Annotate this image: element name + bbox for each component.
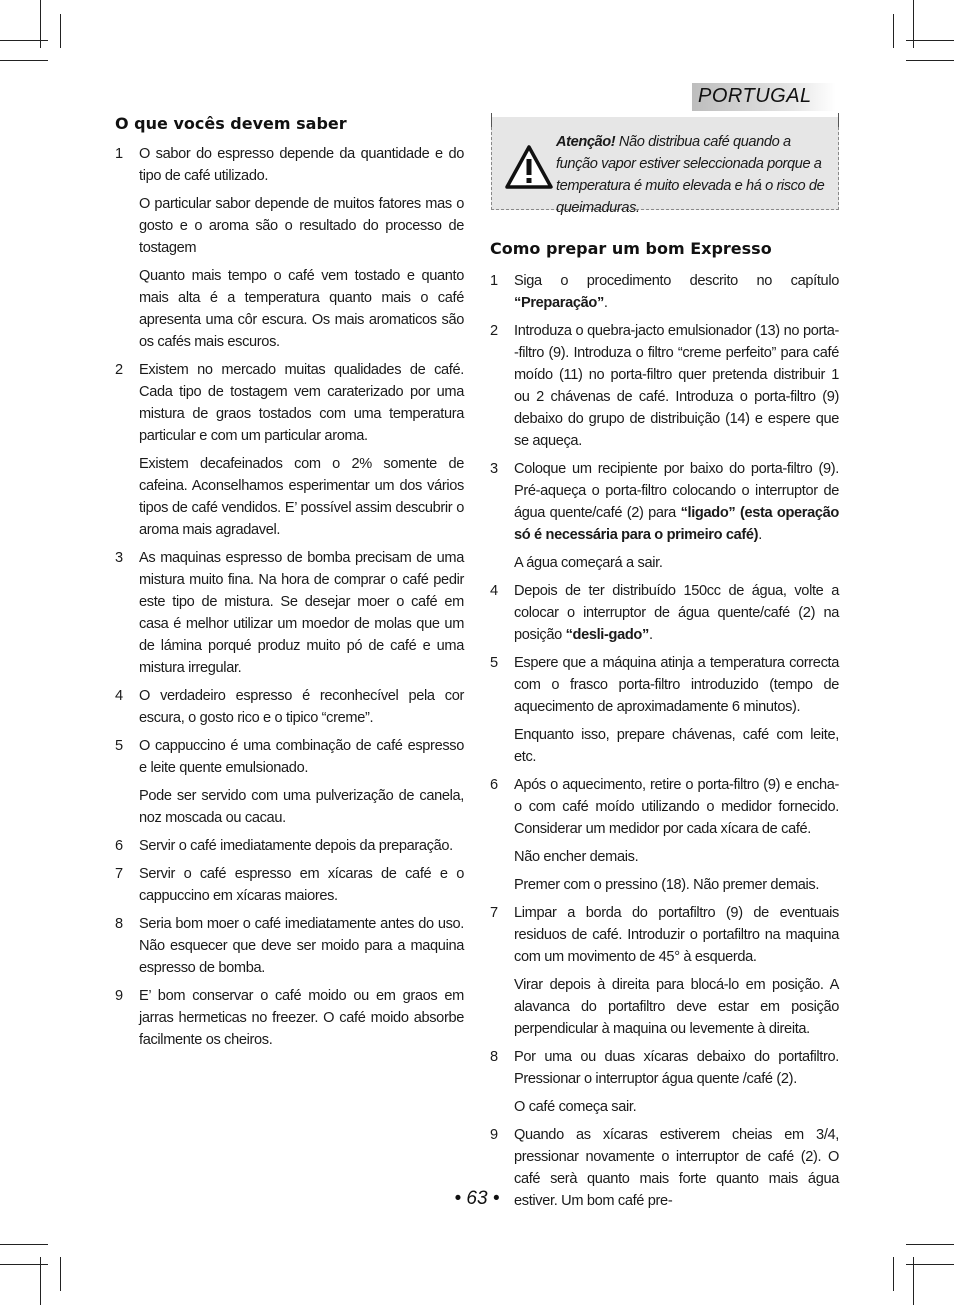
list-item xyxy=(490,902,839,1040)
item-number: 7 xyxy=(115,866,123,882)
text-run-bold: “desli-gado” xyxy=(565,627,649,643)
item-number: 6 xyxy=(490,777,498,793)
list-item xyxy=(490,270,839,314)
item-number: 3 xyxy=(490,461,498,477)
item-text: Após o aquecimento, retire o porta-filtro (9) e encha-o com café moído utilizando o medidor fornecido. Considerar um medidor por cada xícara de café. xyxy=(514,777,839,837)
item-text xyxy=(514,458,839,546)
crop-mark xyxy=(906,1244,954,1245)
item-number: 2 xyxy=(490,323,498,339)
item-text: Por uma ou duas xícaras debaixo do portafiltro. Pressionar o interruptor água quente /café (2). xyxy=(514,1049,839,1087)
item-text: O sabor do espresso depende da quantidade e do tipo de café utilizado. xyxy=(139,146,464,184)
item-number: 5 xyxy=(115,738,123,754)
item-number: 7 xyxy=(490,905,498,921)
list-item xyxy=(115,359,464,541)
crop-mark xyxy=(0,1244,48,1245)
list-item xyxy=(115,835,464,857)
text-run: . xyxy=(758,527,762,543)
item-number: 5 xyxy=(490,655,498,671)
text-run: . xyxy=(603,295,608,311)
item-number: 2 xyxy=(115,362,123,378)
item-number: 1 xyxy=(115,146,123,162)
item-text xyxy=(514,270,839,314)
item-text: Seria bom moer o café imediatamente antes do uso. Não esquecer que deve ser moido para a maquina espresso de bomba. xyxy=(139,916,464,976)
item-subtext: Existem decafeinados com o 2% somente de cafeina. Aconselhamos esperimentar um dos vários tipos de café vendidos. E’ possível assim descubrir o aroma mais agradavel. xyxy=(139,456,464,538)
item-number: 4 xyxy=(115,688,123,704)
item-text: Espere que a máquina atinja a temperatura correcta com o frasco porta-filtro introduzido (tempo de aquecimento de aproximadamente 6 minutos). xyxy=(514,655,839,715)
text-run-bold: “ligado” (esta operação só é necessária para o primeiro café) xyxy=(514,505,839,543)
item-text: Limpar a borda do portafiltro (9) de eventuais residuos de café. Introduzir o portafiltro na maquina com um movimento de 45° à esquerda. xyxy=(514,905,839,965)
list-item xyxy=(490,652,839,768)
crop-mark xyxy=(60,14,61,48)
warning-triangle-icon xyxy=(505,144,553,190)
warning-text xyxy=(556,131,831,219)
item-text: Servir o café imediatamente depois da preparação. xyxy=(139,838,453,854)
country-tab xyxy=(692,83,836,111)
box-corner xyxy=(838,113,839,127)
item-number: 9 xyxy=(115,988,123,1004)
item-text: Quando as xícaras estiverem cheias em 3/4, pressionar novamente o interruptor de café (2). O café serà quanto mais forte quanto mais água estiver. Um bom café pre- xyxy=(514,1127,839,1209)
crop-mark xyxy=(60,1257,61,1291)
item-subtext: O café começa sair. xyxy=(514,1099,637,1115)
text-run: Siga o procedimento descrito no capítulo xyxy=(514,273,839,289)
item-number: 3 xyxy=(115,550,123,566)
item-text: Existem no mercado muitas qualidades de café. Cada tipo de tostagem vem caraterizado por uma mistura de graos tostados com uma temperatura particular e com um particular aroma. xyxy=(139,362,464,444)
box-corner xyxy=(491,113,492,127)
item-number: 9 xyxy=(490,1127,498,1143)
list-item xyxy=(490,320,839,452)
list-item xyxy=(115,985,464,1051)
crop-mark xyxy=(906,1264,954,1265)
item-subtext: O particular sabor depende de muitos fatores mas o gosto e o aroma são o resultado do processo de tostagem xyxy=(139,196,464,256)
warning-body: Não distribua café quando a função vapor estiver seleccionada porque a temperatura é muito elevada e há o risco de queimaduras. xyxy=(556,134,825,216)
crop-mark xyxy=(906,40,954,41)
text-run: Coloque um recipiente por baixo do porta-filtro (9). Pré-aqueça o porta-filtro colocando o interruptor de água quente/café (2) para xyxy=(514,461,839,521)
item-text: O verdadeiro espresso é reconhecível pela cor escura, o gosto rico e o tipico “creme”. xyxy=(139,688,464,726)
list-item xyxy=(490,774,839,896)
text-run: Depois de ter distribuído 150cc de água, volte a colocar o interruptor de água quente/café (2) na posição xyxy=(514,583,839,643)
item-subtext: Pode ser servido com uma pulverização de canela, noz moscada ou cacau. xyxy=(139,788,464,826)
item-text: Servir o café espresso em xícaras de café e o cappuccino em xícaras maiores. xyxy=(139,866,464,904)
list-item xyxy=(115,735,464,829)
text-run: . xyxy=(648,627,653,643)
item-text xyxy=(514,580,839,646)
text-run-bold: “Preparação” xyxy=(514,295,604,311)
list-item xyxy=(490,1046,839,1118)
item-number: 4 xyxy=(490,583,498,599)
list-item xyxy=(115,547,464,679)
list-item xyxy=(115,863,464,907)
crop-mark xyxy=(0,60,48,61)
item-subtext: Enquanto isso, prepare chávenas, café com leite, etc. xyxy=(514,727,839,765)
list-item xyxy=(490,458,839,574)
item-number: 8 xyxy=(490,1049,498,1065)
warning-label: Atenção! xyxy=(556,134,616,150)
country-label: PORTUGAL xyxy=(698,85,812,107)
crop-mark xyxy=(893,1257,894,1291)
item-number: 8 xyxy=(115,916,123,932)
item-subtext: Premer com o pressino (18). Não premer demais. xyxy=(514,877,820,893)
crop-mark xyxy=(0,40,48,41)
section-heading-good-espresso: Como prepar um bom Expresso xyxy=(490,239,772,258)
list-item xyxy=(115,913,464,979)
knowledge-list xyxy=(115,143,464,1051)
list-item xyxy=(115,685,464,729)
item-text: E’ bom conservar o café moido ou em graos em jarras hermeticas no freezer. O café moido absorbe facilmente os cheiros. xyxy=(139,988,464,1048)
item-text: As maquinas espresso de bomba precisam de uma mistura muito fina. Na hora de comprar o café pedir este tipo de mistura. Se desejar moer o café em casa é melhor utilizar um moedor de molas que um de lámina porqué produz muito pó de café e uma mistura irregular. xyxy=(139,550,464,676)
item-subtext: Virar depois à direita para blocá-lo em posição. A alavanca do portafiltro deve estar em posição perpendicular à maquina ou levemente à direita. xyxy=(514,977,839,1037)
item-number: 1 xyxy=(490,273,498,289)
item-number: 6 xyxy=(115,838,123,854)
item-subtext: A água começará a sair. xyxy=(514,555,663,571)
list-item xyxy=(115,143,464,353)
item-text: Introduza o quebra-jacto emulsionador (13) no porta--filtro (9). Introduza o filtro “creme perfeito” para café moído (11) no porta-filtro quer pretenda distribuir 1 ou 2 chávenas de café. Introduza o porta-filtro (9) debaixo do grupo de distribuição (14) e espere que se aqueça. xyxy=(514,323,839,449)
item-subtext: Não encher demais. xyxy=(514,849,639,865)
warning-box xyxy=(491,117,839,216)
crop-mark xyxy=(893,14,894,48)
page-number: • 63 • xyxy=(454,1188,500,1209)
item-subtext: Quanto mais tempo o café vem tostado e quanto mais alta é a temperatura quanto mais o café apresenta uma côr escura. Os mais aromaticos são os cafés mais escuros. xyxy=(139,268,464,350)
right-column xyxy=(490,238,839,1212)
section-heading-what-to-know: O que vocês devem saber xyxy=(115,114,347,133)
item-text: O cappuccino é uma combinação de café espresso e leite quente emulsionado. xyxy=(139,738,464,776)
crop-mark xyxy=(906,60,954,61)
left-column xyxy=(115,113,464,1051)
crop-mark xyxy=(0,1264,48,1265)
list-item xyxy=(490,580,839,646)
